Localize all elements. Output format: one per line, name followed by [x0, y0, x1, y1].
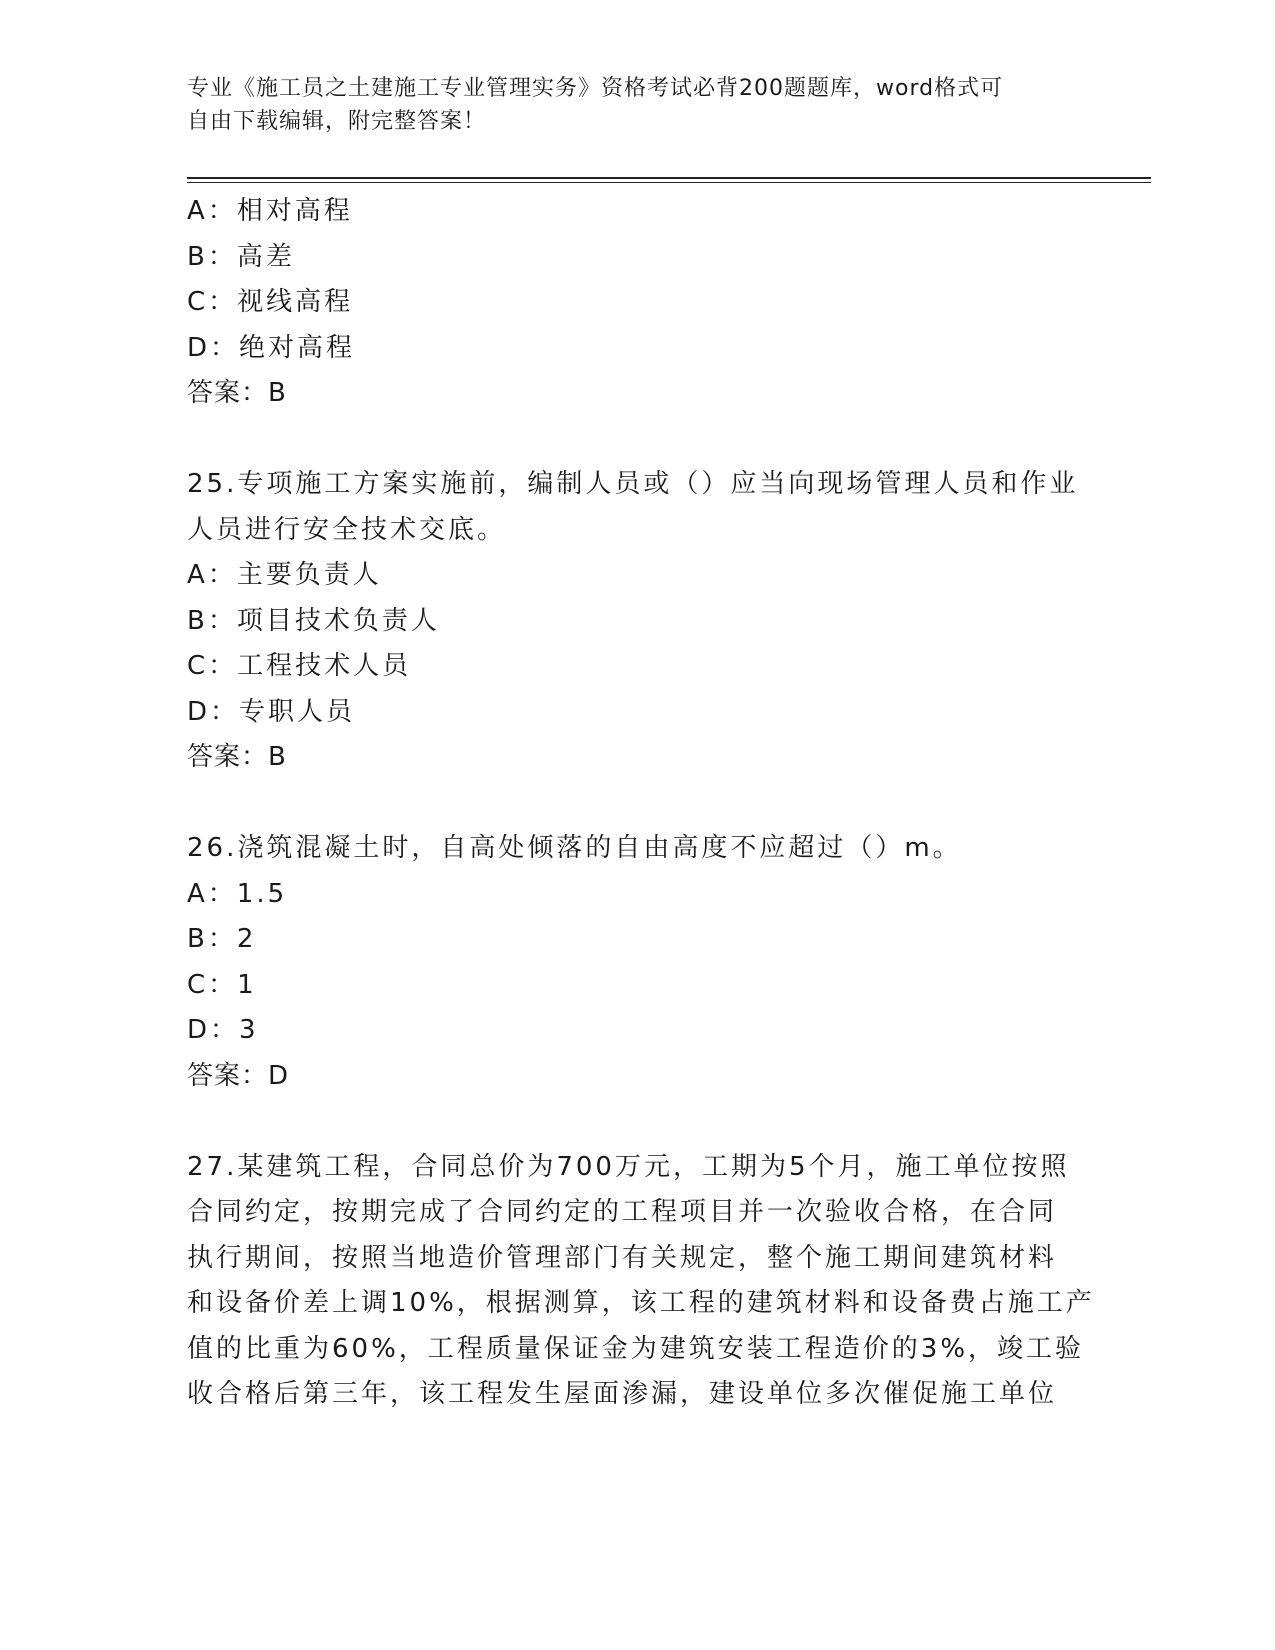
option-c: C：工程技术人员	[187, 651, 412, 681]
spacer	[187, 781, 1087, 827]
option-b: B：项目技术负责人	[187, 605, 440, 636]
option-b: B：高差	[187, 241, 295, 272]
question-24	[187, 189, 1087, 417]
question-stem-line: 值的比重为60%，工程质量保证金为建筑安装工程造价的3%，竣工验	[187, 1333, 1085, 1364]
question-stem-line: 人员进行安全技术交底。	[187, 514, 507, 545]
header-divider	[187, 177, 1151, 183]
spacer	[187, 417, 1087, 463]
question-26	[187, 826, 1087, 1099]
option-a: A：主要负责人	[187, 560, 382, 590]
question-25	[187, 462, 1087, 781]
answer: 答案：D	[187, 1060, 290, 1091]
question-content	[187, 189, 1095, 1418]
header-line-1: 专业《施工员之土建施工专业管理实务》资格考试必背200题题库，word格式可	[187, 76, 1004, 101]
answer: 答案：B	[187, 742, 287, 772]
option-d: D：3	[187, 1015, 259, 1045]
page-header	[187, 72, 1067, 138]
question-stem-line: 25.专项施工方案实施前，编制人员或（）应当向现场管理人员和作业	[187, 469, 1079, 499]
question-27	[187, 1145, 1095, 1418]
option-c: C：1	[187, 969, 257, 1000]
option-c: C：视线高程	[187, 287, 354, 317]
option-d: D：专职人员	[187, 696, 356, 727]
question-stem-line: 和设备价差上调10%，根据测算，该工程的建筑材料和设备费占施工产	[187, 1288, 1095, 1318]
question-stem-line: 执行期间，按照当地造价管理部门有关规定，整个施工期间建筑材料	[187, 1242, 1058, 1273]
question-stem-line: 26.浇筑混凝土时，自高处倾落的自由高度不应超过（）m。	[187, 833, 962, 863]
option-a: A：1.5	[187, 878, 288, 909]
question-stem-line: 27.某建筑工程，合同总价为700万元，工期为5个月，施工单位按照	[187, 1151, 1070, 1182]
option-d: D：绝对高程	[187, 332, 356, 363]
answer: 答案：B	[187, 378, 287, 408]
option-a: A：相对高程	[187, 196, 353, 226]
option-b: B：2	[187, 924, 257, 954]
header-line-2: 自由下载编辑，附完整答案！	[187, 109, 487, 134]
question-stem-line: 收合格后第三年，该工程发生屋面渗漏，建设单位多次催促施工单位	[187, 1379, 1058, 1409]
question-stem-line: 合同约定，按期完成了合同约定的工程项目并一次验收合格，在合同	[187, 1197, 1058, 1227]
spacer	[187, 1099, 1087, 1145]
